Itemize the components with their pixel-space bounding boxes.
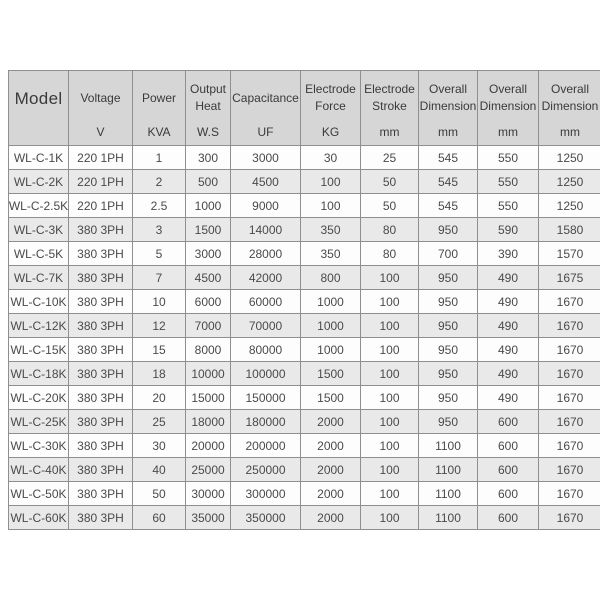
value-cell: 950 bbox=[419, 410, 478, 433]
column-header bbox=[9, 71, 69, 145]
value-cell: 8000 bbox=[186, 338, 231, 361]
model-cell: WL-C-2K bbox=[9, 170, 69, 193]
value-cell: 800 bbox=[301, 266, 361, 289]
value-cell: 100 bbox=[301, 194, 361, 217]
value-cell: 545 bbox=[419, 194, 478, 217]
value-cell: 9000 bbox=[231, 194, 301, 217]
value-cell: 545 bbox=[419, 170, 478, 193]
column-header bbox=[478, 71, 539, 145]
column-title bbox=[69, 71, 132, 125]
column-unit bbox=[9, 125, 68, 145]
value-cell: 80 bbox=[361, 218, 419, 241]
value-cell: 2000 bbox=[301, 410, 361, 433]
value-cell: 600 bbox=[478, 410, 539, 433]
value-cell: 490 bbox=[478, 290, 539, 313]
value-cell: 1500 bbox=[301, 386, 361, 409]
value-cell: 100000 bbox=[231, 362, 301, 385]
value-cell: 950 bbox=[419, 338, 478, 361]
column-header bbox=[361, 71, 419, 145]
value-cell: 380 3PH bbox=[69, 290, 133, 313]
table-row bbox=[9, 362, 600, 386]
value-cell: 180000 bbox=[231, 410, 301, 433]
value-cell: 220 1PH bbox=[69, 194, 133, 217]
table-row bbox=[9, 218, 600, 242]
value-cell: 950 bbox=[419, 386, 478, 409]
table-row bbox=[9, 386, 600, 410]
column-title bbox=[133, 71, 185, 125]
value-cell: 1100 bbox=[419, 506, 478, 529]
column-unit: mm bbox=[498, 125, 518, 139]
value-cell: 380 3PH bbox=[69, 458, 133, 481]
value-cell: 500 bbox=[186, 170, 231, 193]
column-title-text: Voltage bbox=[80, 90, 121, 105]
value-cell: 100 bbox=[361, 410, 419, 433]
value-cell: 15 bbox=[133, 338, 186, 361]
table-row bbox=[9, 194, 600, 218]
value-cell: 100 bbox=[361, 482, 419, 505]
value-cell: 600 bbox=[478, 458, 539, 481]
model-cell: WL-C-25K bbox=[9, 410, 69, 433]
table-row bbox=[9, 146, 600, 170]
value-cell: 1670 bbox=[556, 390, 584, 405]
table-row bbox=[9, 338, 600, 362]
value-cell: 250000 bbox=[231, 458, 301, 481]
model-cell: WL-C-20K bbox=[9, 386, 69, 409]
value-cell: 7000 bbox=[186, 314, 231, 337]
value-cell: 1 bbox=[133, 146, 186, 169]
value-cell: 18000 bbox=[186, 410, 231, 433]
column-title bbox=[361, 71, 418, 125]
model-cell: WL-C-18K bbox=[9, 362, 69, 385]
value-cell: 490 bbox=[478, 362, 539, 385]
value-cell: 380 3PH bbox=[69, 506, 133, 529]
value-cell: 100 bbox=[361, 434, 419, 457]
value-cell: 1000 bbox=[186, 194, 231, 217]
value-cell: 50 bbox=[133, 482, 186, 505]
value-cell: 10000 bbox=[186, 362, 231, 385]
value-cell: 100 bbox=[361, 386, 419, 409]
value-cell: 1000 bbox=[301, 338, 361, 361]
value-cell: 14000 bbox=[231, 218, 301, 241]
value-cell: 2 bbox=[133, 170, 186, 193]
value-cell: 1100 bbox=[419, 434, 478, 457]
value-cell: 1670 bbox=[556, 366, 584, 381]
model-cell: WL-C-60K bbox=[9, 506, 69, 529]
model-cell: WL-C-2.5K bbox=[9, 194, 69, 217]
value-cell: 100 bbox=[361, 290, 419, 313]
value-cell: 100 bbox=[361, 266, 419, 289]
value-cell: 40 bbox=[133, 458, 186, 481]
value-cell: 950 bbox=[419, 362, 478, 385]
value-cell: 1500 bbox=[186, 218, 231, 241]
column-title-text: Overall Dimension bbox=[419, 82, 477, 113]
value-cell: 2000 bbox=[301, 458, 361, 481]
value-cell: 100 bbox=[301, 170, 361, 193]
value-cell: 30 bbox=[301, 146, 361, 169]
spec-table bbox=[8, 70, 600, 530]
value-cell: 100 bbox=[361, 314, 419, 337]
value-cell: 1250 bbox=[556, 174, 584, 189]
model-cell: WL-C-15K bbox=[9, 338, 69, 361]
value-cell: 950 bbox=[419, 290, 478, 313]
value-cell: 700 bbox=[419, 242, 478, 265]
value-cell: 380 3PH bbox=[69, 338, 133, 361]
model-cell: WL-C-5K bbox=[9, 242, 69, 265]
value-cell: 5 bbox=[133, 242, 186, 265]
value-cell: 590 bbox=[478, 218, 539, 241]
value-cell: 1670 bbox=[556, 486, 584, 501]
value-cell: 380 3PH bbox=[69, 386, 133, 409]
value-cell: 25 bbox=[133, 410, 186, 433]
value-cell: 300 bbox=[186, 146, 231, 169]
column-title-text: Output Heat bbox=[189, 82, 227, 113]
value-cell: 60 bbox=[133, 506, 186, 529]
column-unit: W.S bbox=[196, 125, 219, 139]
value-cell: 1670 bbox=[556, 414, 584, 429]
column-title-text: Model bbox=[14, 88, 63, 108]
value-cell: 300000 bbox=[231, 482, 301, 505]
value-cell: 380 3PH bbox=[69, 218, 133, 241]
value-cell: 2000 bbox=[301, 434, 361, 457]
value-cell: 25 bbox=[361, 146, 419, 169]
value-cell: 380 3PH bbox=[69, 482, 133, 505]
model-cell: WL-C-7K bbox=[9, 266, 69, 289]
value-cell: 80 bbox=[361, 242, 419, 265]
table-row bbox=[9, 314, 600, 338]
column-title bbox=[478, 71, 538, 125]
value-cell: 1250 bbox=[556, 150, 584, 165]
column-title bbox=[419, 71, 477, 125]
column-title bbox=[231, 71, 300, 125]
model-cell: WL-C-30K bbox=[9, 434, 69, 457]
column-header bbox=[419, 71, 478, 145]
value-cell: 350 bbox=[301, 218, 361, 241]
value-cell: 1250 bbox=[556, 198, 584, 213]
value-cell: 1675 bbox=[556, 270, 584, 285]
value-cell: 7 bbox=[133, 266, 186, 289]
column-unit: mm bbox=[379, 125, 400, 139]
value-cell: 150000 bbox=[231, 386, 301, 409]
model-cell: WL-C-3K bbox=[9, 218, 69, 241]
value-cell: 100 bbox=[361, 338, 419, 361]
value-cell: 50 bbox=[361, 194, 419, 217]
value-cell: 1670 bbox=[556, 342, 584, 357]
value-cell: 1670 bbox=[556, 510, 584, 525]
column-unit: KVA bbox=[147, 125, 171, 139]
column-unit: UF bbox=[257, 125, 274, 139]
value-cell: 80000 bbox=[231, 338, 301, 361]
table-row bbox=[9, 290, 600, 314]
value-cell: 380 3PH bbox=[69, 410, 133, 433]
value-cell: 1670 bbox=[556, 462, 584, 477]
column-title-text: Overall Dimension bbox=[541, 82, 599, 113]
value-cell: 1670 bbox=[556, 318, 584, 333]
value-cell: 380 3PH bbox=[69, 242, 133, 265]
column-title-text: Electrode Force bbox=[305, 82, 356, 113]
value-cell: 950 bbox=[419, 314, 478, 337]
column-header bbox=[231, 71, 301, 145]
column-title bbox=[301, 71, 360, 125]
column-unit: mm bbox=[438, 125, 458, 139]
value-cell: 60000 bbox=[231, 290, 301, 313]
value-cell: 1580 bbox=[556, 222, 584, 237]
value-cell: 600 bbox=[478, 482, 539, 505]
value-cell: 12 bbox=[133, 314, 186, 337]
table-body bbox=[9, 146, 600, 529]
value-cell: 30000 bbox=[186, 482, 231, 505]
value-cell: 3000 bbox=[186, 242, 231, 265]
value-cell: 35000 bbox=[186, 506, 231, 529]
column-title-text: Electrode Stroke bbox=[364, 82, 415, 113]
model-cell: WL-C-40K bbox=[9, 458, 69, 481]
column-title-text: Capacitance bbox=[232, 90, 299, 105]
value-cell: 600 bbox=[478, 434, 539, 457]
column-title bbox=[9, 71, 68, 125]
value-cell: 1670 bbox=[556, 438, 584, 453]
value-cell: 220 1PH bbox=[69, 170, 133, 193]
value-cell: 1500 bbox=[301, 362, 361, 385]
value-cell: 100 bbox=[361, 506, 419, 529]
value-cell: 1100 bbox=[419, 482, 478, 505]
value-cell: 950 bbox=[419, 218, 478, 241]
value-cell: 220 1PH bbox=[69, 146, 133, 169]
value-cell: 380 3PH bbox=[69, 362, 133, 385]
column-header bbox=[133, 71, 186, 145]
table-row bbox=[9, 458, 600, 482]
table-row bbox=[9, 242, 600, 266]
table-row bbox=[9, 410, 600, 434]
value-cell: 6000 bbox=[186, 290, 231, 313]
value-cell: 380 3PH bbox=[69, 314, 133, 337]
value-cell: 2.5 bbox=[133, 194, 186, 217]
value-cell: 50 bbox=[361, 170, 419, 193]
column-unit: mm bbox=[560, 125, 580, 139]
column-title-text: Power bbox=[141, 90, 176, 105]
value-cell: 380 3PH bbox=[69, 434, 133, 457]
value-cell: 4500 bbox=[231, 170, 301, 193]
value-cell: 1100 bbox=[419, 458, 478, 481]
value-cell: 350000 bbox=[231, 506, 301, 529]
value-cell: 1670 bbox=[556, 294, 584, 309]
model-cell: WL-C-1K bbox=[9, 146, 69, 169]
value-cell: 70000 bbox=[231, 314, 301, 337]
value-cell: 550 bbox=[478, 170, 539, 193]
table-row bbox=[9, 482, 600, 506]
value-cell: 545 bbox=[419, 146, 478, 169]
value-cell: 600 bbox=[478, 506, 539, 529]
value-cell: 950 bbox=[419, 266, 478, 289]
value-cell: 100 bbox=[361, 362, 419, 385]
value-cell: 28000 bbox=[231, 242, 301, 265]
value-cell: 200000 bbox=[231, 434, 301, 457]
value-cell: 490 bbox=[478, 266, 539, 289]
column-header bbox=[186, 71, 231, 145]
value-cell: 10 bbox=[133, 290, 186, 313]
column-title bbox=[186, 71, 230, 125]
value-cell: 550 bbox=[478, 146, 539, 169]
value-cell: 490 bbox=[478, 314, 539, 337]
value-cell: 2000 bbox=[301, 482, 361, 505]
column-header bbox=[301, 71, 361, 145]
value-cell: 1000 bbox=[301, 290, 361, 313]
value-cell: 490 bbox=[478, 386, 539, 409]
model-cell: WL-C-12K bbox=[9, 314, 69, 337]
value-cell: 20 bbox=[133, 386, 186, 409]
column-unit: KG bbox=[321, 125, 340, 139]
model-cell: WL-C-10K bbox=[9, 290, 69, 313]
value-cell: 18 bbox=[133, 362, 186, 385]
table-header-row bbox=[9, 71, 600, 146]
table-row bbox=[9, 266, 600, 290]
value-cell: 100 bbox=[361, 458, 419, 481]
value-cell: 2000 bbox=[301, 506, 361, 529]
value-cell: 20000 bbox=[186, 434, 231, 457]
column-header bbox=[539, 71, 600, 145]
value-cell: 42000 bbox=[231, 266, 301, 289]
column-header bbox=[69, 71, 133, 145]
value-cell: 380 3PH bbox=[69, 266, 133, 289]
model-cell: WL-C-50K bbox=[9, 482, 69, 505]
value-cell: 390 bbox=[478, 242, 539, 265]
value-cell: 550 bbox=[478, 194, 539, 217]
table-row bbox=[9, 434, 600, 458]
table-row bbox=[9, 506, 600, 529]
column-unit: V bbox=[96, 125, 105, 139]
value-cell: 3000 bbox=[231, 146, 301, 169]
value-cell: 4500 bbox=[186, 266, 231, 289]
column-title bbox=[539, 71, 600, 125]
value-cell: 25000 bbox=[186, 458, 231, 481]
value-cell: 490 bbox=[478, 338, 539, 361]
value-cell: 15000 bbox=[186, 386, 231, 409]
value-cell: 350 bbox=[301, 242, 361, 265]
value-cell: 3 bbox=[133, 218, 186, 241]
table-row bbox=[9, 170, 600, 194]
column-title-text: Overall Dimension bbox=[479, 82, 537, 113]
value-cell: 30 bbox=[133, 434, 186, 457]
value-cell: 1000 bbox=[301, 314, 361, 337]
value-cell: 1570 bbox=[556, 246, 584, 261]
